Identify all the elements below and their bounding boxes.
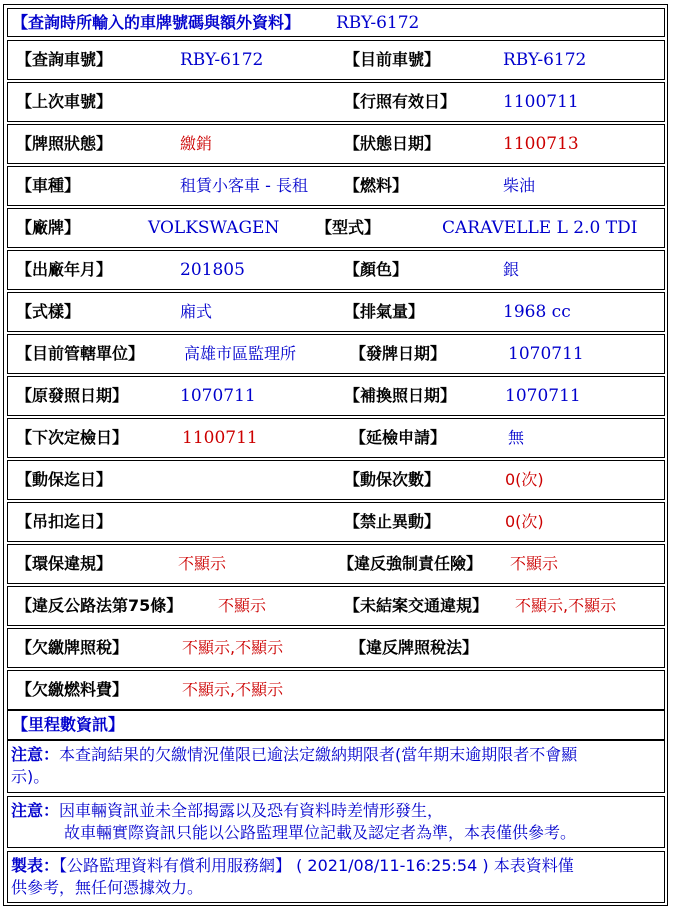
data-row	[7, 628, 665, 668]
field-label: 【動保迄日】	[16, 470, 113, 489]
field-value: 不顯示,不顯示	[182, 680, 284, 699]
field-value: RBY-6172	[503, 50, 587, 70]
field-label: 【下次定檢日】	[16, 428, 129, 447]
made-box	[7, 851, 665, 903]
mileage-row	[7, 710, 665, 740]
field-value: 1070711	[508, 344, 584, 364]
field-label: 【環保違規】	[16, 554, 113, 573]
field-value: 租賃小客車 - 長租	[180, 176, 308, 195]
made-line2: 供參考，無任何憑據效力。	[11, 878, 204, 897]
title-plate: RBY-6172	[336, 12, 420, 33]
made-label: 製表：	[11, 856, 60, 875]
data-row	[7, 292, 665, 332]
field-value: CARAVELLE L 2.0 TDI	[442, 218, 638, 238]
field-label: 【違反強制責任險】	[338, 554, 483, 573]
field-label: 【行照有效日】	[344, 92, 457, 111]
data-row	[7, 40, 665, 80]
field-label: 【牌照狀態】	[16, 134, 113, 153]
field-label: 【吊扣迄日】	[16, 512, 113, 531]
field-value: 不顯示	[218, 596, 267, 615]
field-value: 不顯示,不顯示	[515, 596, 617, 615]
data-row	[7, 670, 665, 710]
note2-line2: 故車輛實際資訊只能以公路監理單位記載及認定者為準，本表僅供參考。	[64, 823, 577, 842]
field-label: 【動保次數】	[344, 470, 441, 489]
field-value: 不顯示	[510, 554, 559, 573]
field-label: 【上次車號】	[16, 92, 113, 111]
data-row	[7, 418, 665, 458]
field-label: 【燃料】	[344, 176, 409, 195]
data-row	[7, 544, 665, 584]
data-row	[7, 376, 665, 416]
field-value: 銀	[503, 260, 520, 279]
field-value: VOLKSWAGEN	[148, 218, 280, 238]
field-value: 1100711	[503, 92, 579, 112]
field-label: 【查詢車號】	[16, 50, 113, 69]
data-row	[7, 82, 665, 122]
field-value: 0(次)	[505, 470, 544, 489]
field-value: 柴油	[503, 176, 536, 195]
field-value: RBY-6172	[180, 50, 264, 70]
field-value: 廂式	[180, 302, 213, 321]
field-label: 【禁止異動】	[344, 512, 441, 531]
field-label: 【欠繳牌照稅】	[16, 638, 129, 657]
field-label: 【發牌日期】	[350, 344, 447, 363]
field-value: 繳銷	[180, 134, 213, 153]
note1-line2: 示)。	[11, 767, 50, 786]
field-value: 不顯示,不顯示	[182, 638, 284, 657]
field-value: 無	[508, 428, 525, 447]
field-label: 【型式】	[316, 218, 381, 237]
field-label: 【原發照日期】	[16, 386, 129, 405]
field-label: 【排氣量】	[344, 302, 425, 321]
field-label: 【車種】	[16, 176, 81, 195]
field-label: 【延檢申請】	[350, 428, 447, 447]
field-label: 【違反公路法第75條】	[16, 596, 183, 615]
field-value: 1070711	[180, 386, 256, 406]
field-label: 【目前管轄單位】	[16, 344, 145, 363]
note1-label: 注意：	[11, 745, 60, 764]
data-row	[7, 124, 665, 164]
data-row	[7, 166, 665, 206]
made-text1: 【公路監理資料有償利用服務網】 ( 2021/08/11-16:25:54 ) 本表資料僅	[59, 856, 574, 875]
note2-line1	[11, 800, 661, 822]
note2-box	[7, 796, 665, 848]
data-row	[7, 208, 665, 248]
mileage-label: 【里程數資訊】	[12, 715, 125, 734]
field-label: 【式樣】	[16, 302, 81, 321]
note2-label: 注意：	[11, 801, 60, 820]
field-value: 1070711	[505, 386, 581, 406]
field-label: 【補換照日期】	[344, 386, 457, 405]
field-value: 不顯示	[178, 554, 227, 573]
field-label: 【未結案交通違規】	[344, 596, 489, 615]
field-label: 【狀態日期】	[344, 134, 441, 153]
title-label: 【查詢時所輸入的車牌號碼與額外資料】	[12, 12, 301, 32]
field-label: 【目前車號】	[344, 50, 441, 69]
field-value: 1968 cc	[503, 302, 571, 322]
title-row	[7, 8, 665, 37]
made-line1	[11, 855, 661, 877]
data-row	[7, 502, 665, 542]
field-label: 【廠牌】	[16, 218, 81, 237]
field-value: 0(次)	[505, 512, 544, 531]
field-label: 【違反牌照稅法】	[350, 638, 479, 657]
field-value: 1100711	[182, 428, 258, 448]
note1-text: 本查詢結果的欠繳情況僅限已逾法定繳納期限者(當年期末逾期限者不會顯	[59, 745, 578, 764]
field-label: 【欠繳燃料費】	[16, 680, 129, 699]
field-value: 201805	[180, 260, 245, 280]
note1-line1	[11, 744, 661, 766]
data-row	[7, 460, 665, 500]
data-row	[7, 586, 665, 626]
field-value: 1100713	[503, 134, 579, 154]
field-label: 【出廠年月】	[16, 260, 113, 279]
note1-box	[7, 740, 665, 793]
data-row	[7, 250, 665, 290]
field-value: 高雄市區監理所	[184, 344, 297, 363]
data-row	[7, 334, 665, 374]
field-label: 【顏色】	[344, 260, 409, 279]
note2-text1: 因車輛資訊並未全部揭露以及恐有資料時差情形發生，	[59, 801, 444, 820]
